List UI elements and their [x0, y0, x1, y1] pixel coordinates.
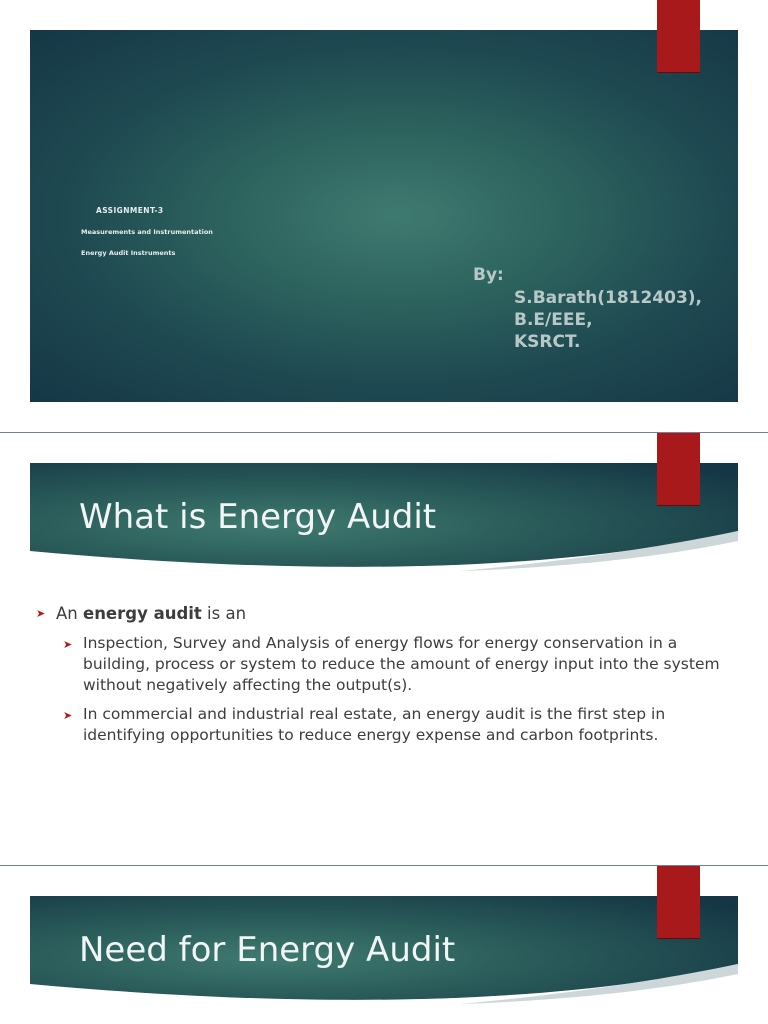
author-name: S.Barath(1812403), — [514, 288, 703, 308]
slide-body — [36, 603, 736, 754]
bullet-text-suffix: is an — [201, 604, 247, 623]
topic-label: Energy Audit Instruments — [81, 249, 176, 257]
arrow-bullet-icon: ➤ — [63, 638, 73, 651]
author-institution: KSRCT. — [514, 332, 581, 352]
slide-title: What is Energy Audit — [79, 497, 437, 537]
title-banner — [30, 463, 738, 576]
bullet-text-prefix: An — [56, 604, 83, 623]
arrow-bullet-icon: ➤ — [63, 709, 73, 722]
bullet-item — [36, 603, 736, 625]
bookmark-ribbon — [657, 433, 700, 505]
bookmark-ribbon — [657, 866, 700, 938]
slide-title: Need for Energy Audit — [79, 930, 456, 970]
title-panel — [30, 30, 738, 402]
arrow-bullet-icon: ➤ — [36, 607, 46, 620]
sub-bullet-item — [63, 633, 736, 696]
sub-bullet-item — [63, 704, 736, 746]
bullet-text-bold: energy audit — [83, 604, 202, 623]
author-department: B.E/EEE, — [514, 310, 593, 330]
subject-label: Measurements and Instrumentation — [81, 228, 213, 236]
title-banner — [30, 896, 738, 1009]
content-slide-need-for-energy-audit — [0, 866, 768, 1024]
assignment-label: ASSIGNMENT-3 — [96, 206, 164, 215]
title-block — [30, 30, 738, 402]
bookmark-ribbon — [657, 0, 700, 72]
by-label: By: — [473, 265, 504, 285]
sub-bullet-text: In commercial and industrial real estate, an energy audit is the first step in identifying opportunities to reduce energy expense and carbon footprints. — [83, 705, 666, 744]
content-slide-what-is-energy-audit — [0, 433, 768, 865]
title-slide — [0, 0, 768, 432]
sub-bullet-text: Inspection, Survey and Analysis of energy flows for energy conservation in a building, process or system to reduce the amount of energy input into the system without negatively affecting the output(s). — [83, 634, 720, 694]
